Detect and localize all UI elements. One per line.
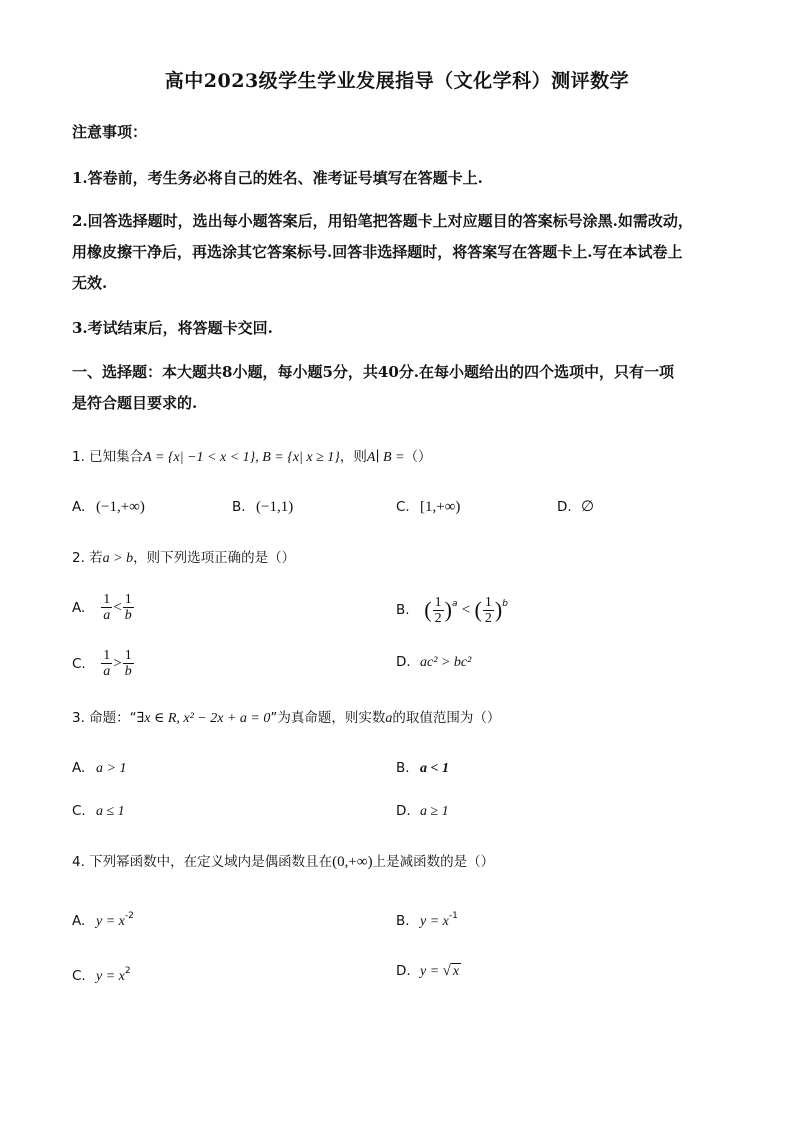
- option-exponent: -2: [124, 911, 134, 921]
- q2-option-d: [396, 650, 471, 675]
- notice-item-2-line-3: 无效.: [72, 274, 108, 292]
- option-text: (−1,+∞): [96, 499, 145, 515]
- question-1-expr: A∣ B =: [366, 450, 405, 465]
- notice-heading: 注意事项：: [72, 123, 148, 141]
- page-title: 高中2023级学生学业发展指导（文化学科）测评数学: [164, 70, 630, 92]
- denominator: a: [103, 608, 111, 623]
- question-3-suffix-2: 的取值范围为（）: [392, 710, 501, 726]
- question-4-suffix: 上是减函数的是（）: [372, 854, 495, 870]
- option-label: C.: [72, 655, 86, 672]
- notice-item-2-line-2: 用橡皮擦干净后，再选涂其它答案标号.回答非选择题时，将答案写在答题卡上.写在本试卷上: [72, 243, 683, 261]
- notice-item-3: 3.考试结束后，将答题卡交回.: [72, 319, 273, 337]
- question-1-suffix: （）: [404, 449, 432, 465]
- fraction-1-over-a: [101, 648, 112, 679]
- q1-option-b: [232, 495, 293, 519]
- section-heading-line-1: 一、选择题：本大题共8小题，每小题5分，共40分.在每小题给出的四个选项中，只有一项: [72, 363, 674, 381]
- notice-item-1: 1.答卷前，考生务必将自己的姓名、准考证号填写在答题卡上.: [72, 169, 483, 187]
- q3-option-c: [72, 799, 125, 824]
- greater-than: >: [113, 655, 122, 672]
- option-text: (−1,1): [256, 499, 294, 515]
- option-base: y =: [420, 964, 443, 979]
- option-base: y = x: [420, 914, 449, 929]
- option-label: A.: [72, 499, 86, 515]
- question-3-suffix-1: ”为真命题，则实数: [270, 710, 386, 726]
- question-3: [72, 706, 752, 731]
- option-label: C.: [396, 499, 410, 515]
- q4-option-b: [396, 904, 458, 934]
- q1-option-c: [396, 495, 460, 519]
- question-1: [72, 445, 752, 470]
- option-label: B.: [396, 602, 410, 618]
- question-3-prefix: 3. 命题：“: [72, 710, 137, 726]
- option-base: y = x: [96, 914, 125, 929]
- option-label: A.: [72, 760, 86, 776]
- q1-option-a: [72, 495, 145, 519]
- denominator: b: [124, 664, 132, 679]
- denominator: 2: [484, 610, 492, 626]
- denominator: a: [103, 664, 111, 679]
- numerator: 1: [484, 594, 492, 610]
- option-label: C.: [72, 803, 86, 819]
- fraction-1-over-2: [433, 595, 444, 626]
- denominator: 2: [434, 610, 442, 626]
- question-2-suffix: ，则下列选项正确的是（）: [133, 550, 296, 566]
- denominator: b: [124, 608, 132, 623]
- option-text: a < 1: [420, 761, 449, 776]
- option-label: A.: [72, 599, 86, 616]
- option-label: D.: [396, 803, 411, 819]
- question-4-interval: (0,+∞): [332, 854, 373, 870]
- question-2-prefix: 2. 若: [72, 550, 103, 566]
- fraction-1-over-a: [101, 592, 112, 623]
- less-than: <: [461, 602, 471, 618]
- numerator: 1: [124, 592, 132, 607]
- fraction-1-over-b: [123, 592, 134, 623]
- question-3-expr: ∃x ∈ R, x² − 2x + a = 0: [136, 711, 271, 726]
- fraction-1-over-2: [483, 595, 494, 626]
- fraction-1-over-b: [123, 648, 134, 679]
- q2-option-b: B. ( $\frac{1}{2}$ )$^a$ < ( $\frac{1}{2}$ )$^b$: [396, 594, 508, 626]
- q4-option-c: [72, 959, 131, 989]
- option-base: y = x: [96, 969, 125, 984]
- q1-option-d: [557, 495, 594, 519]
- question-3-var: a: [385, 711, 393, 726]
- section-heading-line-2: 是符合题目要求的.: [72, 394, 198, 412]
- question-1-mid: ，则: [339, 449, 367, 465]
- option-text: [1,+∞): [420, 499, 461, 515]
- q2-option-c: [72, 648, 135, 679]
- question-4: [72, 850, 752, 874]
- sqrt-symbol: √: [442, 963, 451, 979]
- option-label: B.: [396, 913, 410, 929]
- q3-option-d: [396, 799, 449, 824]
- option-text: ac² > bc²: [420, 655, 472, 670]
- numerator: 1: [434, 594, 442, 610]
- q4-option-d: [396, 959, 461, 984]
- option-text: a ≤ 1: [96, 804, 125, 819]
- option-exponent: -1: [448, 911, 458, 921]
- option-label: D.: [396, 654, 411, 670]
- option-label: D.: [557, 499, 572, 515]
- q2-option-a: [72, 592, 135, 623]
- question-2: [72, 546, 752, 571]
- option-label: B.: [232, 499, 246, 515]
- option-text: ∅: [581, 499, 595, 515]
- q3-option-a: [72, 756, 126, 781]
- less-than: <: [113, 599, 122, 616]
- numerator: 1: [103, 592, 111, 607]
- numerator: 1: [103, 648, 111, 663]
- numerator: 1: [124, 648, 132, 663]
- notice-item-2-line-1: 2.回答选择题时，选出每小题答案后，用铅笔把答题卡上对应题目的答案标号涂黑.如需改动，: [72, 212, 693, 230]
- question-2-condition: a > b: [102, 551, 134, 566]
- option-label: C.: [72, 968, 86, 984]
- option-exponent: 2: [124, 966, 131, 976]
- exponent-a: a: [451, 599, 458, 609]
- option-text: a > 1: [96, 761, 127, 776]
- option-label: D.: [396, 963, 411, 979]
- exponent-b: b: [502, 599, 508, 609]
- question-1-prefix: 1. 已知集合: [72, 449, 144, 465]
- q3-option-b: [396, 756, 449, 781]
- question-4-prefix: 4. 下列幂函数中，在定义域内是偶函数且在: [72, 854, 333, 870]
- q4-option-a: [72, 904, 134, 934]
- option-label: A.: [72, 913, 86, 929]
- option-text: a ≥ 1: [420, 804, 449, 819]
- radicand: x: [452, 964, 460, 979]
- question-1-sets: A = {x| −1 < x < 1}, B = {x| x ≥ 1}: [143, 450, 340, 465]
- option-label: B.: [396, 760, 410, 776]
